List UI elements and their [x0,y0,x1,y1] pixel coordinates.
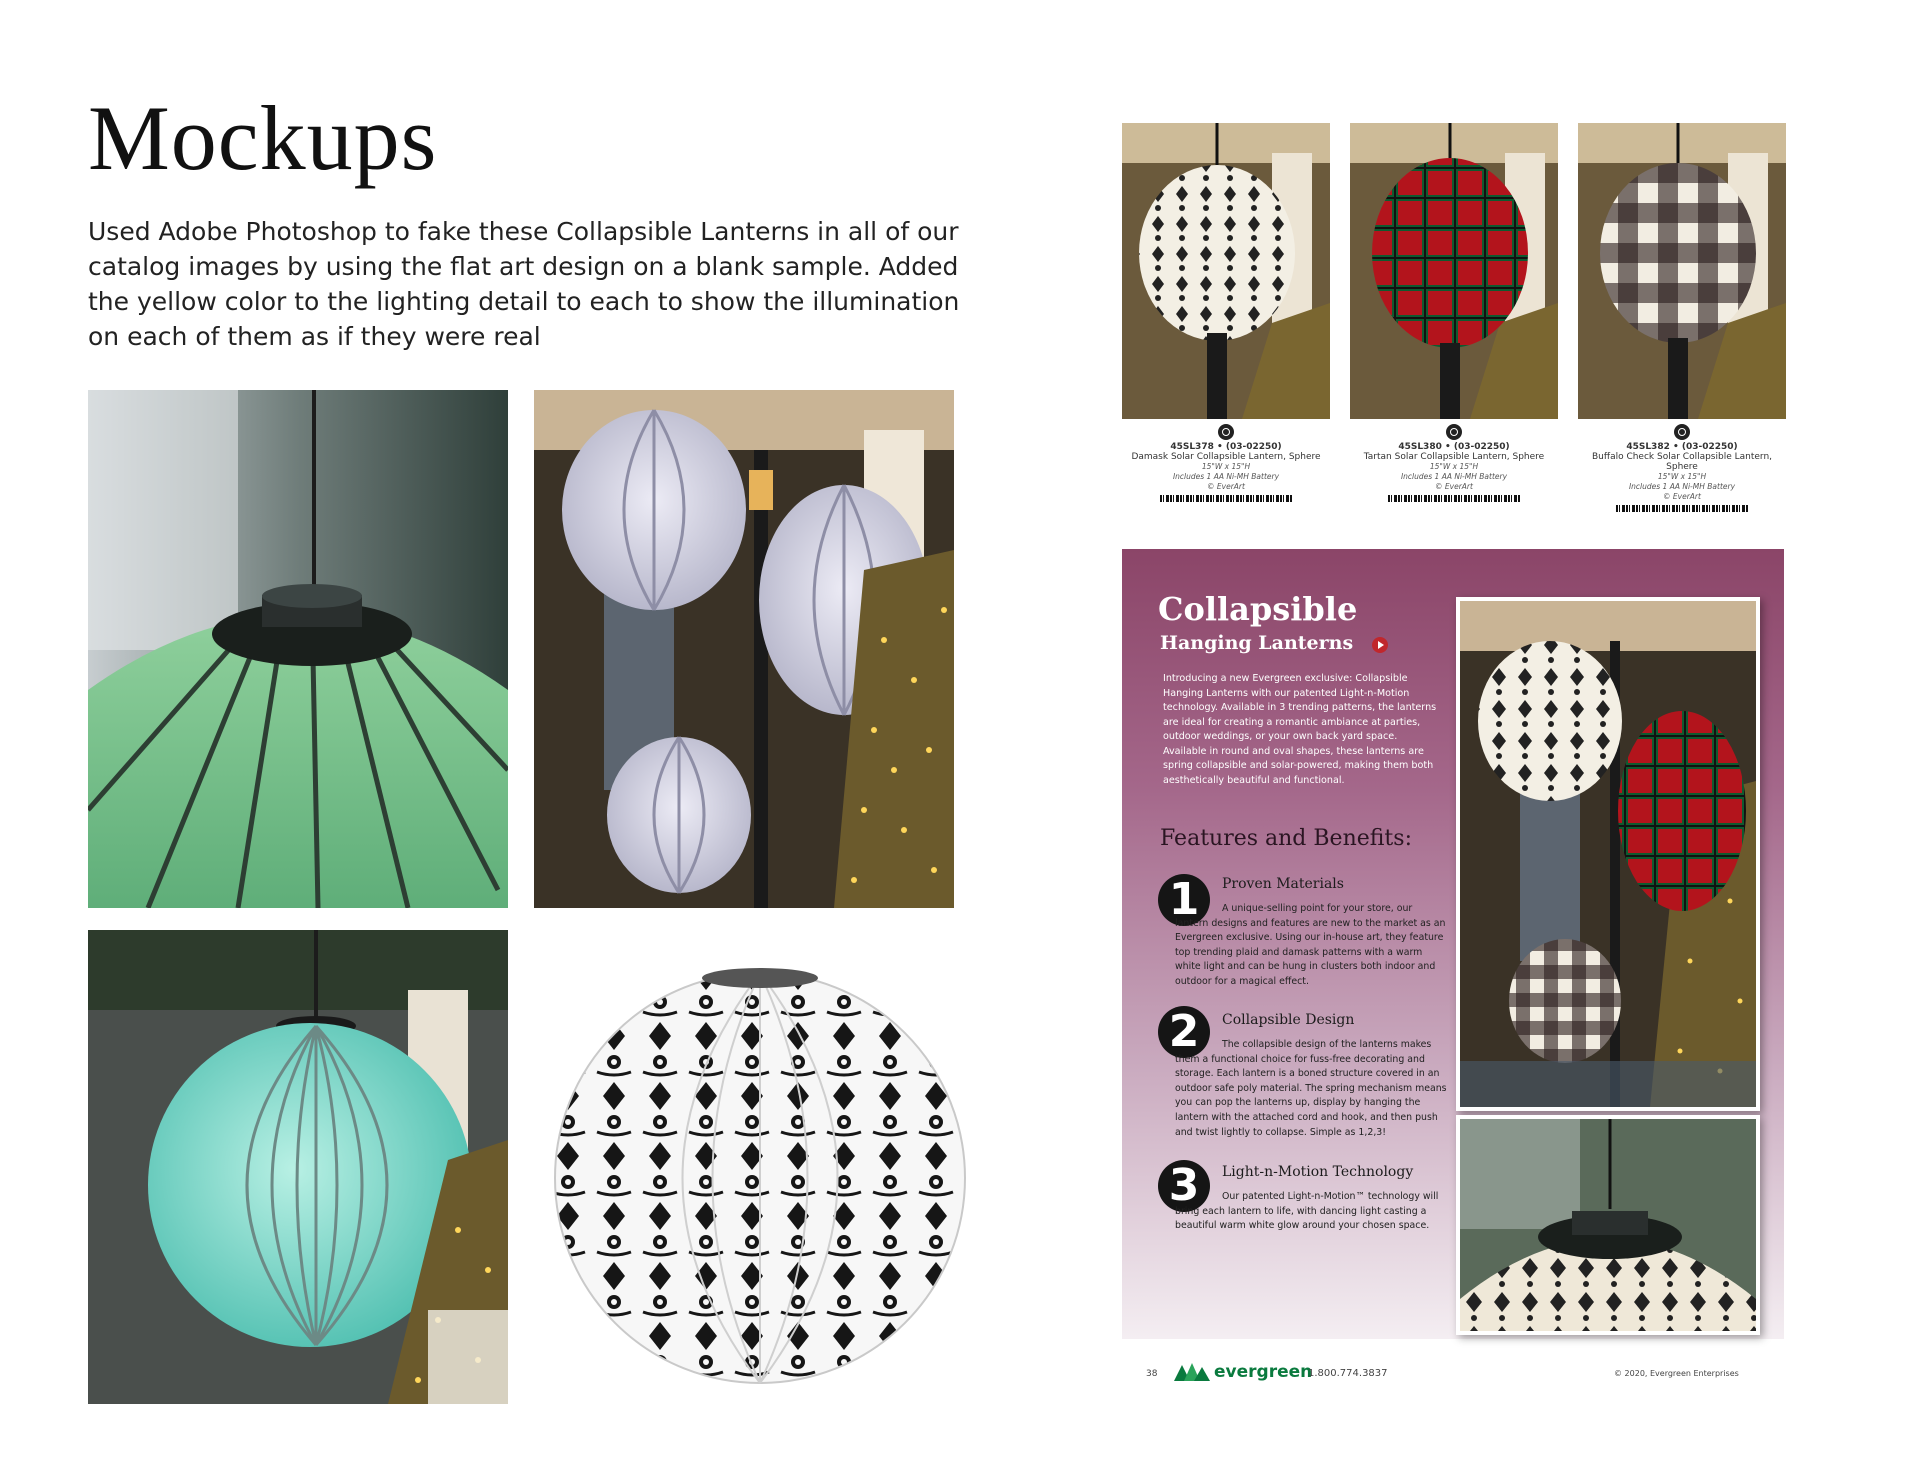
product-battery: Includes 1 AA Ni-MH Battery [1628,482,1736,491]
barcode-icon [1388,495,1520,502]
product-caption-buffalo-check [1578,424,1786,512]
feature-number-3: 3 [1158,1160,1210,1212]
catalog-image-damask-closeup [1456,1115,1760,1335]
solar-badge-icon [1446,424,1462,440]
catalog-title: Collapsible [1158,590,1358,628]
product-battery: Includes 1 AA Ni-MH Battery [1400,472,1508,481]
feature-title-3: Light-n-Motion Technology [1222,1164,1414,1180]
feature-number-1: 1 [1158,874,1210,926]
feature-text-1: A unique-selling point for your store, our lantern designs and features are new to the market as an Evergreen exclusive. Using our in-house art, they feature top trending plaid and damask patterns with a warm white light and can be hung in clusters both indoor and outdoor for a magical effect. [1175,903,1446,987]
catalog-image-lantern-cluster [1456,597,1760,1111]
solar-badge-icon [1218,424,1234,440]
catalog-page-number: 38 [1146,1369,1158,1379]
page-title: Mockups [88,87,438,189]
product-sku: 45SL380 • (03-02250) [1398,442,1510,452]
product-art: © EverArt [1663,492,1701,501]
photo-damask-sphere [545,958,975,1386]
barcode-icon [1616,505,1748,512]
product-name: Damask Solar Collapsible Lantern, Sphere [1131,452,1321,462]
feature-title-2: Collapsible Design [1222,1012,1355,1028]
feature-number-2: 2 [1158,1006,1210,1058]
catalog-phone: 1.800.774.3837 [1308,1368,1388,1379]
product-image-buffalo-check [1578,123,1786,419]
barcode-icon [1160,495,1292,502]
product-caption-damask [1122,424,1330,502]
photo-green-lantern-closeup [88,390,508,908]
product-name: Buffalo Check Solar Collapsible Lantern, Sphere [1591,452,1773,472]
features-heading: Features and Benefits: [1160,826,1412,851]
catalog-intro: Introducing a new Evergreen exclusive: Collapsible Hanging Lanterns with our patented Light-n-Motion technology. Available in 3 trending patterns, the lanterns are ideal for creating a romantic ambiance at parties, outdoor weddings, or your own back yard space. Available in round and oval shapes, these lanterns are spring collapsible and solar-powered, making them both aesthetically beautiful and functional. [1163,673,1437,786]
evergreen-logo-icon [1174,1361,1210,1381]
feature-title-1: Proven Materials [1222,876,1344,892]
solar-badge-icon [1674,424,1690,440]
product-size: 15"W x 15"H [1201,462,1251,471]
feature-text-3: Our patented Light-n-Motion™ technology will bring each lantern to life, with dancing light casting a beautiful warm white glow around your chosen space. [1175,1191,1439,1232]
intro-text: Used Adobe Photoshop to fake these Collapsible Lanterns in all of our catalog images by using the flat art design on a blank sample. Added the yellow color to the lighting detail to each to show the illumination on each of them as if they were real [88,217,960,351]
catalog-brand: evergreen [1214,1362,1313,1382]
play-arrow-icon [1372,637,1388,653]
product-image-damask [1122,123,1330,419]
product-battery: Includes 1 AA Ni-MH Battery [1172,472,1280,481]
product-size: 15"W x 15"H [1429,462,1479,471]
product-image-tartan [1350,123,1558,419]
catalog-subtitle: Hanging Lanterns [1160,632,1354,654]
catalog-copyright: © 2020, Evergreen Enterprises [1614,1369,1739,1378]
feature-text-2: The collapsible design of the lanterns makes them a functional choice for fuss-free decorating and storage. Each lantern is a boned structure covered in an outdoor safe poly material. The spring mechanism means you can pop the lanterns up, display by hanging the lantern with the attached cord and hook, and then push and twist lightly to collapse. Simple as 1,2,3! [1175,1039,1447,1138]
product-name: Tartan Solar Collapsible Lantern, Sphere [1363,452,1545,462]
product-sku: 45SL382 • (03-02250) [1626,442,1738,452]
product-sku: 45SL378 • (03-02250) [1170,442,1282,452]
product-size: 15"W x 15"H [1657,472,1707,481]
photo-teal-lantern [88,930,508,1404]
product-art: © EverArt [1207,482,1245,491]
product-art: © EverArt [1435,482,1473,491]
photo-porch-white-lanterns [534,390,954,908]
product-caption-tartan [1350,424,1558,502]
